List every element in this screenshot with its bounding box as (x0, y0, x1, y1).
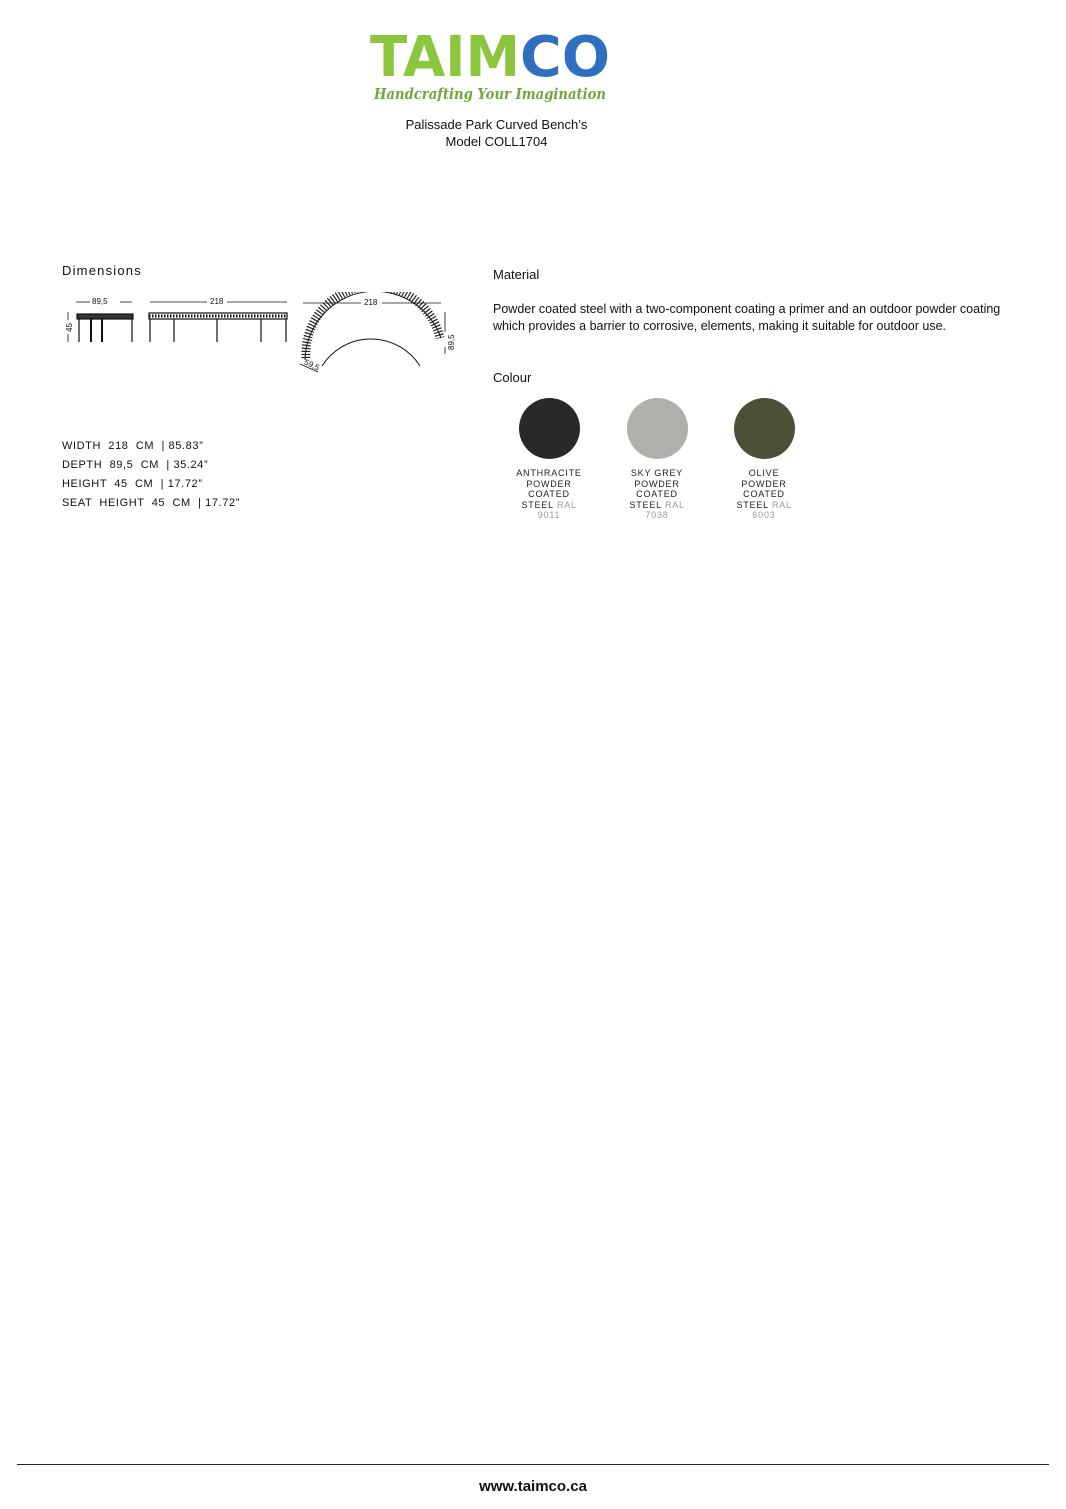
swatch-ral-label: RAL (771, 499, 792, 510)
dimension-specs (62, 437, 240, 513)
front-width-label: 218 (210, 297, 224, 306)
swatch-name: SKY GREY POWDER COATED STEEL (629, 468, 684, 510)
swatch-ral-label: RAL (556, 499, 577, 510)
swatch-dot (627, 398, 688, 459)
spec-width: WIDTH 218 CM | 85.83” (62, 440, 204, 452)
colour-swatch-sky-grey (612, 398, 702, 521)
material-heading: Material (493, 267, 540, 282)
spec-height: HEIGHT 45 CM | 17.72” (62, 478, 203, 490)
swatch-name: ANTHRACITE POWDER COATED STEEL (516, 468, 582, 510)
front-view-drawing (149, 302, 287, 342)
swatch-ral-code: 6003 (752, 510, 776, 520)
top-width-label: 218 (364, 298, 378, 307)
side-height-label: 45 (65, 323, 74, 332)
product-model: Model COLL1704 (445, 134, 548, 149)
material-description: Powder coated steel with a two-component coating a primer and an outdoor powder coating which provides a barrier to corrosive, elements, making it suitable for outdoor use. (493, 302, 1001, 333)
spec-seat-height: SEAT HEIGHT 45 CM | 17.72” (62, 497, 240, 509)
dimension-drawings (60, 292, 460, 382)
swatch-ral-code: 9011 (537, 510, 561, 520)
footer-divider (17, 1464, 1049, 1465)
swatch-dot (519, 398, 580, 459)
colour-swatch-olive (719, 398, 809, 521)
dimensions-heading: Dimensions (62, 263, 142, 278)
title-block (0, 116, 993, 150)
colour-heading: Colour (493, 370, 532, 385)
footer-website-link[interactable]: www.taimco.ca (479, 1478, 587, 1495)
swatch-dot (734, 398, 795, 459)
logo-graphic (368, 28, 613, 108)
brand-logo (368, 28, 613, 108)
swatch-name: OLIVE POWDER COATED STEEL (736, 468, 787, 510)
bench-drawings-svg (60, 292, 460, 382)
top-depth-label: 89,5 (447, 334, 456, 350)
spec-depth: DEPTH 89,5 CM | 35.24” (62, 459, 209, 471)
side-view-drawing (68, 302, 133, 342)
logo-tagline: Handcrafting Your Imagination (373, 85, 606, 103)
swatch-ral-code: 7038 (645, 510, 669, 520)
side-width-label: 89,5 (92, 297, 108, 306)
logo-text-blue: CO (520, 28, 610, 90)
logo-text-green: TAIM (370, 28, 520, 90)
colour-swatch-anthracite (504, 398, 594, 521)
swatch-ral-label: RAL (664, 499, 685, 510)
product-title: Palissade Park Curved Bench’s (405, 117, 588, 132)
top-seat-label: 59,5 (302, 357, 321, 373)
